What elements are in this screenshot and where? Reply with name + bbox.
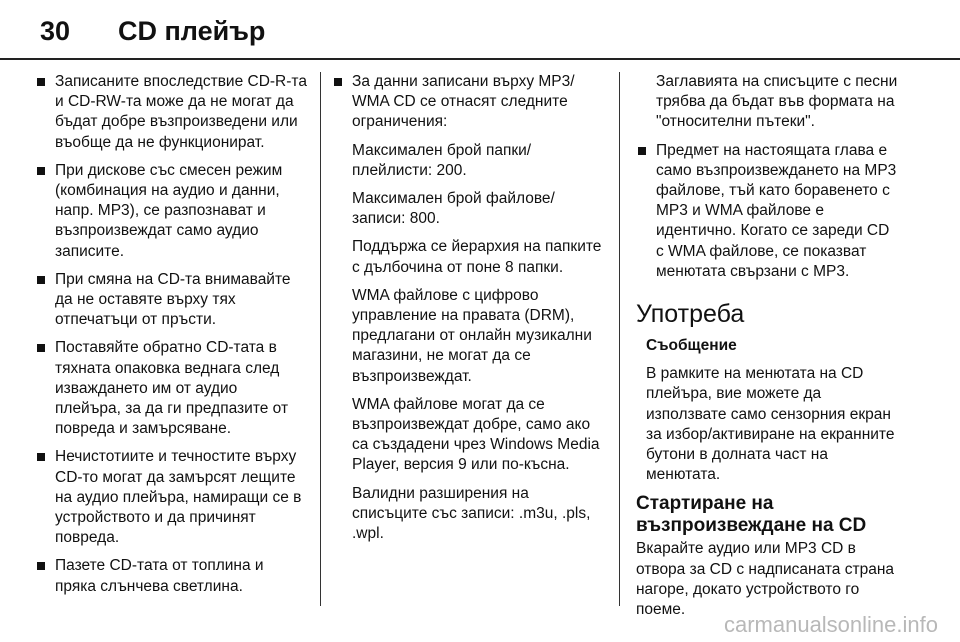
running-title: CD плейър: [118, 16, 266, 46]
page-header: [0, 0, 960, 60]
column-2: [332, 72, 602, 552]
list-item: Записаните впоследствие CD-R-та и CD-RW-та може да не могат да бъдат добре възпроизведени или въобще да не функционират.: [35, 72, 307, 153]
paragraph: Заглавията на списъците с песни трябва да бъдат във формата на "относителни пътеки".: [656, 73, 898, 131]
subsection-heading: Стартиране на възпроизвеждане на CD: [636, 493, 867, 537]
paragraph: WMA файлове могат да се възпроизвеждат добре, само ако са създадени чрез Windows Media Player, версия 9 или по-късна.: [352, 395, 600, 474]
section-heading: Употреба: [636, 300, 745, 329]
bullet-list: [35, 72, 307, 597]
page-number: 30: [40, 16, 71, 46]
paragraph: Максимален брой папки/ плейлисти: 200.: [352, 141, 532, 179]
bullet-list: [332, 72, 602, 133]
column-divider-1: [320, 72, 321, 606]
note-title: Съобщение: [646, 337, 737, 355]
list-item: Поставяйте обратно CD-тата в тяхната опаковка веднага след изваждането им от аудио плейъра, за да ги предпазите от повреда и замърсяване.: [35, 338, 307, 439]
header-divider: [0, 58, 960, 60]
list-item: При дискове със смесен режим (комбинация на аудио и данни, напр. MP3), се разпознават и възпроизвеждат само аудио записите.: [35, 161, 307, 262]
column-3: [636, 72, 900, 628]
list-item: За данни записани върху MP3/ WMA CD се отнасят следните ограничения:: [332, 72, 602, 133]
bullet-list: [636, 141, 900, 282]
paragraph: Максимален брой файлове/ записи: 800.: [352, 190, 555, 228]
list-item: Предмет на настоящата глава е само възпроизвеждането на MP3 файлове, тъй като боравенето с MP3 и WMA файлове е идентично. Когато се зареди CD с WMA файлове, се показват менютата свързани с MP3.: [636, 141, 900, 282]
list-item: Пазете CD-тата от топлина и пряка слънчева светлина.: [35, 556, 307, 596]
watermark: carmanualsonline.info: [723, 612, 938, 637]
list-item: При смяна на CD-та внимавайте да не оставяте върху тях отпечатъци от пръсти.: [35, 270, 307, 331]
note-body: В рамките на менютата на CD плейъра, вие можете да използвате само сензорния екран за избор/активиране на екранните бутони в долната част на менютата.: [646, 365, 895, 484]
paragraph: Валидни разширения на списъците със записи: .m3u, .pls, .wpl.: [352, 484, 591, 543]
list-item: Нечистотиите и течностите върху CD-то могат да замърсят лещите на аудио плейъра, намиращи се в устройството и да причинят повреда.: [35, 447, 307, 548]
paragraph: Поддържа се йерархия на папките с дълбочина от поне 8 папки.: [352, 238, 602, 276]
paragraph: WMA файлове с цифрово управление на правата (DRM), предлагани от онлайн музикални магазини, не могат да се възпроизвеждат.: [352, 286, 592, 385]
column-divider-2: [619, 72, 620, 606]
column-1: [35, 72, 307, 605]
paragraph: Вкарайте аудио или MP3 CD в отвора за CD с надписаната страна нагоре, докато устройството го поеме.: [636, 540, 894, 619]
restrictions-block: [332, 141, 602, 545]
